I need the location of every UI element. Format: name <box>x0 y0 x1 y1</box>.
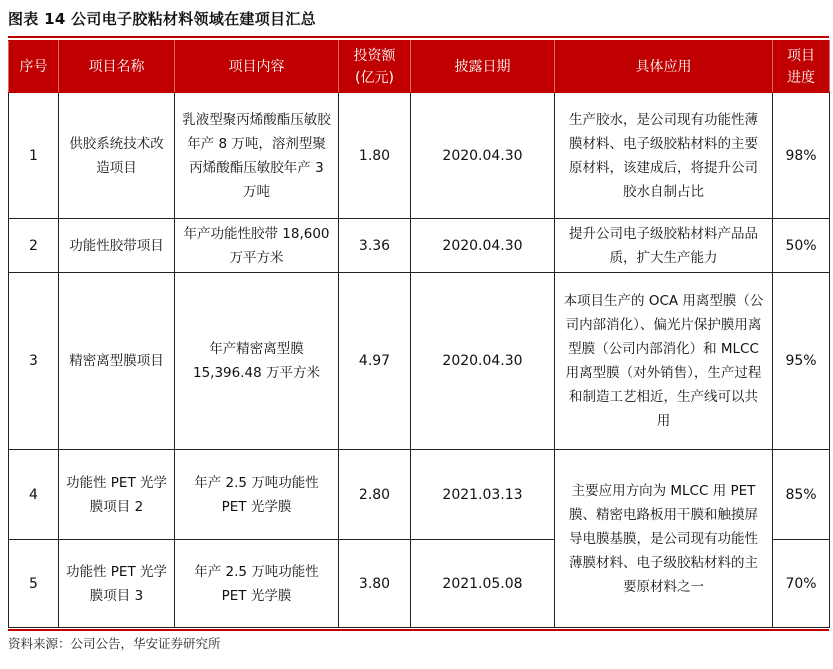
cell-content: 年产 2.5 万吨功能性 PET 光学膜 <box>175 540 339 628</box>
source-note: 资料来源：公司公告，华安证券研究所 <box>8 636 221 651</box>
table-row <box>9 219 830 273</box>
header-investment <box>339 41 411 93</box>
table-row <box>9 450 830 540</box>
cell-name: 功能性胶带项目 <box>59 219 175 273</box>
header-application: 具体应用 <box>555 41 773 93</box>
cell-content: 年产功能性胶带 18,600 万平方米 <box>175 219 339 273</box>
cell-date: 2020.04.30 <box>411 93 555 219</box>
cell-name: 精密离型膜项目 <box>59 273 175 450</box>
header-date: 披露日期 <box>411 41 555 93</box>
cell-seq: 4 <box>9 450 59 540</box>
cell-investment: 3.80 <box>339 540 411 628</box>
cell-application: 提升公司电子级胶粘材料产品品质，扩大生产能力 <box>555 219 773 273</box>
cell-content: 年产 2.5 万吨功能性 PET 光学膜 <box>175 450 339 540</box>
cell-progress: 95% <box>773 273 830 450</box>
table-row <box>9 273 830 450</box>
header-progress-line1: 项目 <box>787 47 815 64</box>
header-content: 项目内容 <box>175 41 339 93</box>
cell-name: 供胶系统技术改造项目 <box>59 93 175 219</box>
cell-application: 生产胶水，是公司现有功能性薄膜材料、电子级胶粘材料的主要原材料，该建成后，将提升公司胶水自制占比 <box>555 93 773 219</box>
cell-content: 年产精密离型膜 15,396.48 万平方米 <box>175 273 339 450</box>
cell-name: 功能性 PET 光学膜项目 3 <box>59 540 175 628</box>
cell-name: 功能性 PET 光学膜项目 2 <box>59 450 175 540</box>
cell-date: 2021.03.13 <box>411 450 555 540</box>
cell-progress: 50% <box>773 219 830 273</box>
header-investment-line2: (亿元) <box>355 69 394 86</box>
table-row <box>9 93 830 219</box>
cell-seq: 2 <box>9 219 59 273</box>
cell-progress: 70% <box>773 540 830 628</box>
cell-date: 2020.04.30 <box>411 273 555 450</box>
cell-investment: 4.97 <box>339 273 411 450</box>
cell-investment: 2.80 <box>339 450 411 540</box>
header-seq: 序号 <box>9 41 59 93</box>
projects-table <box>8 40 830 628</box>
cell-progress: 98% <box>773 93 830 219</box>
cell-seq: 3 <box>9 273 59 450</box>
cell-progress: 85% <box>773 450 830 540</box>
cell-date: 2020.04.30 <box>411 219 555 273</box>
header-investment-line1: 投资额 <box>353 47 396 64</box>
footer-rule <box>8 629 829 631</box>
figure-title: 图表 14 公司电子胶粘材料领域在建项目汇总 <box>8 10 316 28</box>
cell-application-merged: 主要应用方向为 MLCC 用 PET 膜、精密电路板用干膜和触摸屏导电膜基膜，是公司现有功能性薄膜材料、电子级胶粘材料的主要原材料之一 <box>555 450 773 628</box>
cell-content: 乳液型聚丙烯酸酯压敏胶年产 8 万吨，溶剂型聚丙烯酸酯压敏胶年产 3 万吨 <box>175 93 339 219</box>
title-rule <box>8 36 829 38</box>
cell-application: 本项目生产的 OCA 用离型膜（公司内部消化）、偏光片保护膜用离型膜（公司内部消化）和 MLCC 用离型膜（对外销售），生产过程和制造工艺相近，生产线可以共用 <box>555 273 773 450</box>
cell-seq: 1 <box>9 93 59 219</box>
header-progress <box>773 41 830 93</box>
header-progress-line2: 进度 <box>787 69 815 86</box>
header-name: 项目名称 <box>59 41 175 93</box>
cell-investment: 1.80 <box>339 93 411 219</box>
table-header-row <box>9 41 830 93</box>
cell-investment: 3.36 <box>339 219 411 273</box>
cell-date: 2021.05.08 <box>411 540 555 628</box>
cell-seq: 5 <box>9 540 59 628</box>
